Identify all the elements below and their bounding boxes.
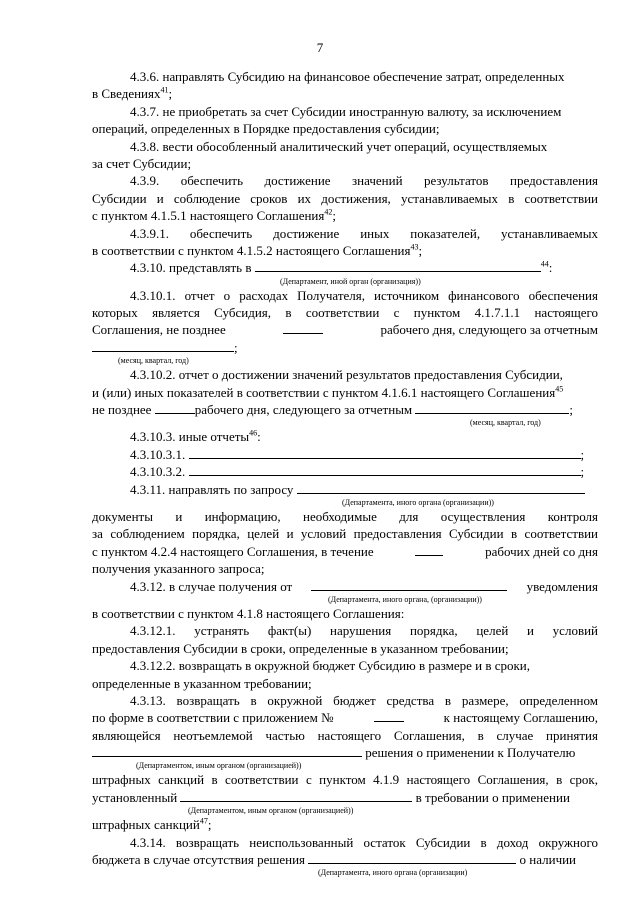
blank-field bbox=[255, 259, 541, 272]
text: к настоящему Соглашению, bbox=[443, 710, 598, 726]
text: ; bbox=[332, 208, 336, 224]
text: бюджета в случае отсутствия решения bbox=[92, 852, 306, 868]
text: в соответствии с пунктом 4.1.5.2 настоящего Соглашения bbox=[92, 242, 411, 258]
text: : bbox=[548, 260, 553, 276]
clause-4-3-13-line-2 bbox=[92, 709, 598, 726]
clause-4-3-12-1-line-1: 4.3.12.1. устранять факт(ы) нарушения порядка, целей и условий bbox=[130, 623, 598, 639]
blank-field bbox=[415, 543, 443, 556]
clause-4-3-9-1-line-1: 4.3.9.1. обеспечить достижение иных показателей, устанавливаемых bbox=[130, 225, 598, 241]
text: 4.3.10. представлять в bbox=[130, 260, 252, 276]
text: и (или) иных показателей в соответствии с пунктом 4.1.6.1 настоящего Соглашения bbox=[92, 384, 556, 400]
text: с пунктом 4.2.4 настоящего Соглашения, в течение bbox=[92, 543, 374, 559]
clause-4-3-9-line-2: Субсидии и соблюдение сроков их достижения, устанавливаемых в соответствии bbox=[92, 190, 598, 206]
clause-4-3-13-line-7 bbox=[92, 816, 598, 833]
blank-field bbox=[415, 401, 569, 414]
text: ; bbox=[569, 402, 574, 418]
footnote-ref: 47 bbox=[199, 816, 208, 826]
field-caption: (Департаментом, иным органом (организацией)) bbox=[136, 761, 302, 771]
text: ; bbox=[580, 464, 585, 480]
clause-4-3-10-1-line-4 bbox=[92, 339, 598, 356]
clause-4-3-8-line-2: за счет Субсидии; bbox=[92, 155, 192, 171]
text: не позднее bbox=[92, 402, 152, 418]
clause-4-3-9-line-1: 4.3.9. обеспечить достижение значений результатов предоставления bbox=[130, 173, 598, 189]
text: установленный bbox=[92, 789, 178, 805]
text: 4.3.12. в случае получения от bbox=[130, 578, 293, 594]
clause-4-3-6-line-1: 4.3.6. направлять Субсидию на финансовое обеспечение затрат, определенных bbox=[130, 69, 565, 84]
field-caption: (месяц, квартал, год) bbox=[118, 356, 189, 366]
blank-field bbox=[283, 321, 323, 334]
clause-4-3-11-line-2: документы и информацию, необходимые для осуществления контроля bbox=[92, 508, 598, 524]
clause-4-3-10-1-line-2: которых является Субсидия, в соответствии с пунктом 4.1.7.1.1 настоящего bbox=[92, 305, 598, 321]
clause-4-3-13-line-6 bbox=[92, 789, 598, 806]
clause-4-3-12-line-2: в соответствии с пунктом 4.1.8 настоящего Соглашения: bbox=[92, 605, 405, 621]
clause-4-3-11-line-3: за соблюдением порядка, целей и условий предоставления Субсидии в соответствии bbox=[92, 526, 598, 542]
text: Соглашения, не позднее bbox=[92, 322, 226, 338]
text: рабочего дня, следующего за отчетным bbox=[380, 322, 598, 338]
field-caption: (Департамента, иного органа, (организации)) bbox=[328, 594, 482, 604]
clause-4-3-9-line-3 bbox=[92, 207, 598, 224]
text: рабочего дня, следующего за отчетным bbox=[194, 402, 413, 418]
field-caption: (Департамента, иного органа (организации)) bbox=[342, 497, 494, 507]
field-caption: (Департамент, иной орган (организация)) bbox=[280, 276, 421, 286]
document-body bbox=[92, 68, 598, 878]
clause-4-3-6-line-2 bbox=[92, 85, 598, 102]
text: 4.3.10.3.2. bbox=[130, 464, 186, 480]
text: : bbox=[257, 429, 261, 445]
clause-4-3-7-line-2: операций, определенных в Порядке предоставления субсидии; bbox=[92, 121, 440, 137]
clause-4-3-9-1-line-2 bbox=[92, 242, 598, 259]
field-caption: (Департамента, иного органа (организации) bbox=[318, 868, 468, 878]
clause-4-3-10-2-line-3 bbox=[92, 401, 598, 418]
text: штрафных санкций bbox=[92, 817, 200, 833]
blank-field bbox=[155, 401, 195, 414]
footnote-ref: 42 bbox=[324, 207, 333, 217]
blank-field bbox=[311, 578, 507, 591]
text: рабочих дней со дня bbox=[485, 543, 598, 559]
clause-4-3-10-3-line bbox=[92, 428, 598, 445]
footnote-ref: 45 bbox=[555, 384, 564, 394]
text: по форме в соответствии с приложением № bbox=[92, 710, 334, 726]
clause-4-3-11-line-4 bbox=[92, 543, 598, 560]
clause-4-3-10-2-line-2 bbox=[92, 384, 598, 401]
footnote-ref: 41 bbox=[160, 86, 169, 96]
blank-field bbox=[189, 446, 581, 459]
clause-4-3-10-3-2-line bbox=[92, 463, 598, 480]
text: о наличии bbox=[519, 852, 577, 868]
blank-field bbox=[308, 851, 516, 864]
text: 4.3.10.3.1. bbox=[130, 446, 186, 462]
clause-4-3-11-line bbox=[92, 481, 598, 498]
blank-field bbox=[92, 339, 234, 352]
clause-4-3-13-line-5: штрафных санкций в соответствии с пунктом 4.1.9 настоящего Соглашения, в срок, bbox=[92, 772, 598, 788]
clause-4-3-7-line-1: 4.3.7. не приобретать за счет Субсидии иностранную валюту, за исключением bbox=[130, 103, 562, 119]
clause-4-3-13-line-3: являющейся неотъемлемой частью настоящего Соглашения, в случае принятия bbox=[92, 727, 598, 743]
blank-field bbox=[189, 463, 581, 476]
clause-4-3-10-line bbox=[92, 259, 598, 276]
clause-4-3-14-line-2 bbox=[92, 851, 598, 868]
clause-4-3-12-line bbox=[92, 578, 598, 595]
clause-4-3-10-3-1-line bbox=[92, 446, 598, 463]
text: решения о применении к Получателю bbox=[365, 745, 576, 761]
clause-4-3-12-1-line-2: предоставления Субсидии в сроки, определенные в указанном требовании; bbox=[92, 640, 509, 656]
clause-4-3-13-line-1: 4.3.13. возвращать в окружной бюджет средства в размере, определенном bbox=[130, 692, 598, 708]
text: в требовании о применении bbox=[415, 789, 570, 805]
footnote-ref: 43 bbox=[410, 242, 419, 252]
text: ; bbox=[207, 817, 212, 833]
text: уведомления bbox=[526, 578, 598, 594]
text: ; bbox=[418, 242, 423, 258]
clause-4-3-12-2-line-2: определенные в указанном требовании; bbox=[92, 675, 312, 691]
blank-field bbox=[374, 709, 404, 722]
clause-4-3-14-line-1: 4.3.14. возвращать неиспользованный остаток Субсидии в доход окружного bbox=[130, 834, 598, 850]
clause-4-3-10-2-line-1: 4.3.10.2. отчет о достижении значений результатов предоставления Субсидии, bbox=[130, 367, 563, 383]
text: 4.3.11. направлять по запросу bbox=[130, 481, 294, 497]
blank-field bbox=[297, 481, 585, 494]
text: с пунктом 4.1.5.1 настоящего Соглашения bbox=[92, 208, 325, 224]
blank-field bbox=[180, 789, 412, 802]
field-caption: (месяц, квартал, год) bbox=[470, 418, 541, 428]
clause-4-3-12-2-line-1: 4.3.12.2. возвращать в окружной бюджет Субсидию в размере и в сроки, bbox=[130, 658, 531, 674]
blank-field bbox=[92, 744, 362, 757]
page-number: 7 bbox=[316, 40, 324, 55]
text: 4.3.10.3. иные отчеты bbox=[130, 429, 250, 445]
text: ; bbox=[580, 446, 585, 462]
clause-4-3-10-1-line-1: 4.3.10.1. отчет о расходах Получателя, источником финансового обеспечения bbox=[130, 287, 598, 303]
field-caption: (Департаментом, иным органом (организацией)) bbox=[188, 806, 354, 816]
clause-4-3-8-line-1: 4.3.8. вести обособленный аналитический учет операций, осуществляемых bbox=[130, 138, 548, 154]
text: в Сведениях bbox=[92, 86, 161, 102]
text: ; bbox=[234, 339, 238, 355]
clause-4-3-11-line-5: получения указанного запроса; bbox=[92, 561, 265, 577]
footnote-ref: 46 bbox=[249, 429, 258, 439]
footnote-ref: 44 bbox=[540, 259, 549, 269]
clause-4-3-10-1-line-3 bbox=[92, 321, 598, 338]
text: ; bbox=[168, 86, 173, 102]
clause-4-3-13-line-4 bbox=[92, 744, 598, 761]
